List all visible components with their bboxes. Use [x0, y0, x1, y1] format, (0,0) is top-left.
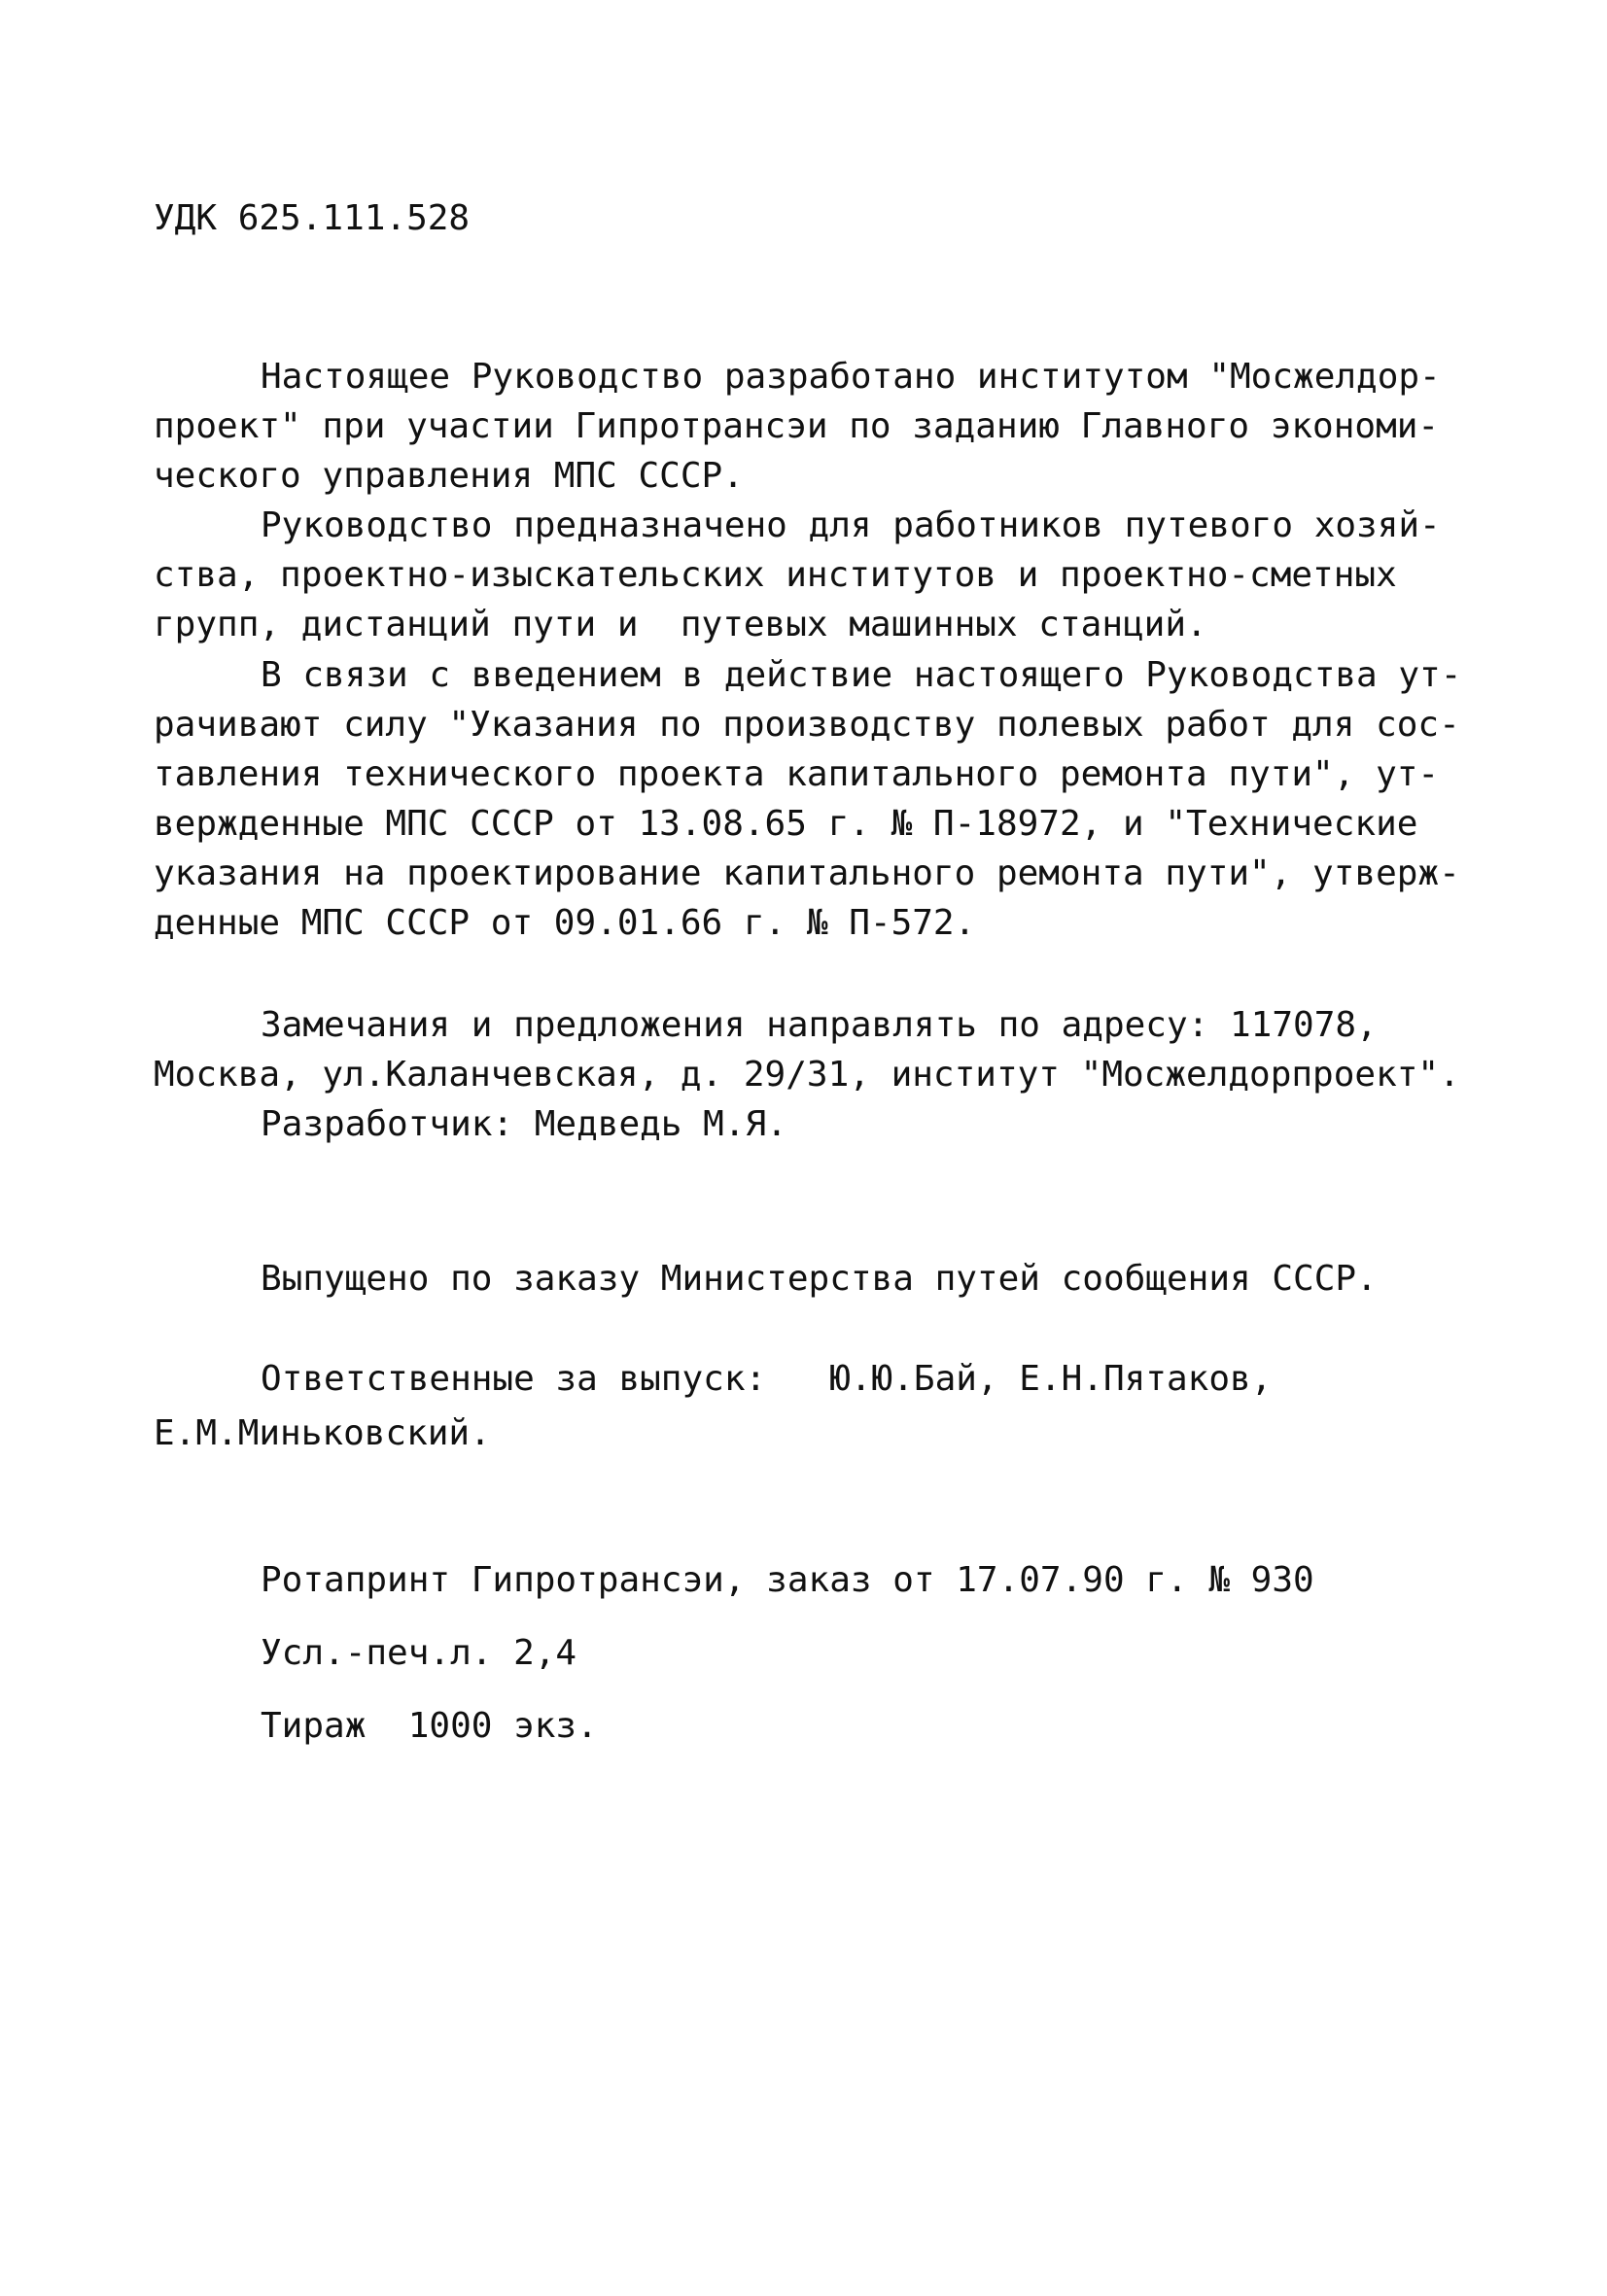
para1-line-1: Настоящее Руководство разработано институтом "Мосжелдор-: [261, 357, 1441, 397]
para3-line-5: указания на проектирование капитального ремонта пути", утверж-: [154, 853, 1460, 893]
printed-sheets: Усл.-печ.л. 2,4: [261, 1633, 577, 1673]
issued-by: Выпущено по заказу Министерства путей сообщения СССР.: [261, 1259, 1378, 1299]
para1-line-3: ческого управления МПС СССР.: [154, 456, 744, 496]
para3-line-4: вержденные МПС СССР от 13.08.65 г. № П-18972, и "Технические: [154, 804, 1418, 844]
para3-line-1: В связи с введением в действие настоящего Руководства ут-: [261, 655, 1462, 695]
udk-code: УДК 625.111.528: [154, 198, 471, 238]
para1-line-2: проект" при участии Гипротрансэи по заданию Главного экономи-: [154, 406, 1440, 446]
responsible-line-2: Е.М.Миньковский.: [154, 1413, 491, 1453]
developer-line: Разработчик: Медведь М.Я.: [261, 1104, 787, 1144]
para2-line-2: ства, проектно-изыскательских институтов и проектно-сметных: [154, 555, 1397, 595]
circulation: Тираж 1000 экз.: [261, 1706, 598, 1746]
para2-line-3: групп, дистанций пути и путевых машинных станций.: [154, 605, 1207, 644]
remarks-line-2: Москва, ул.Каланчевская, д. 29/31, институт "Мосжелдорпроект".: [154, 1055, 1460, 1095]
responsible-line-1: Ответственные за выпуск: Ю.Ю.Бай, Е.Н.Пятаков,: [261, 1359, 1273, 1399]
para3-line-6: денные МПС СССР от 09.01.66 г. № П-572.: [154, 903, 976, 943]
rotaprint-order: Ротапринт Гипротрансэи, заказ от 17.07.90 г. № 930: [261, 1560, 1314, 1600]
remarks-line-1: Замечания и предложения направлять по адресу: 117078,: [261, 1005, 1378, 1045]
para3-line-2: рачивают силу "Указания по производству полевых работ для сос-: [154, 705, 1460, 745]
para3-line-3: тавления технического проекта капитального ремонта пути", ут-: [154, 754, 1440, 794]
para2-line-1: Руководство предназначено для работников путевого хозяй-: [261, 505, 1441, 545]
